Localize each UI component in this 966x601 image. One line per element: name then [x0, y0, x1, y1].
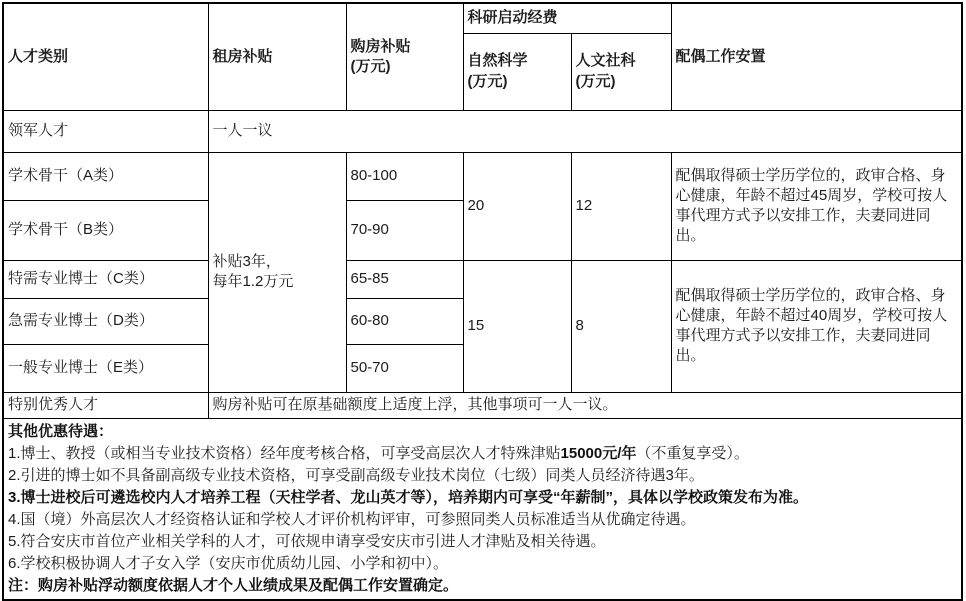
- cell-humanities-cde: 8: [571, 260, 671, 392]
- row-academic-a: [3, 152, 962, 200]
- note-item-3: [8, 487, 957, 509]
- row-leader-talent: [3, 110, 962, 152]
- note-item-6: [8, 553, 957, 575]
- cell-purchase-a: 80-100: [346, 152, 463, 200]
- cell-spouse-policy-cde: 配偶取得硕士学历学位的，政审合格、身心健康，年龄不超过40周岁，学校可按人事代理方式予以安排工作，夫妻同进同出。: [671, 260, 962, 392]
- note-item-4: [8, 509, 957, 531]
- cell-special-policy: 购房补贴可在原基础额度上适度上浮，其他事项可一人一议。: [208, 392, 962, 418]
- note-item-5: [8, 531, 957, 553]
- cell-humanities-ab: 12: [571, 152, 671, 260]
- cell-natural-science-ab: 20: [463, 152, 571, 260]
- header-humanities: [571, 33, 671, 110]
- note-item-6-text: 6.学校积极协调人才子女入学（安庆市优质幼儿园、小学和初中）。: [8, 554, 449, 572]
- note-item-5-text: 5.符合安庆市首位产业相关学科的人才，可依规申请享受安庆市引进人才津贴及相关待遇。: [8, 532, 606, 550]
- note-item-3-bold: 3.博士进校后可遴选校内人才培养工程（天柱学者、龙山英才等），培养期内可享受“年薪制”，具体以学校政策发布为准。: [8, 488, 809, 506]
- header-row-1: [3, 3, 962, 33]
- cell-rent-subsidy-value: [208, 152, 346, 392]
- header-natural-science-unit: (万元): [467, 72, 508, 90]
- note-item-1-text: 1.博士、教授（或相当专业技术资格）经年度考核合格，可享受高层次人才特殊津贴: [8, 444, 561, 462]
- row-notes: [3, 418, 962, 600]
- talent-benefits-table: [2, 2, 963, 601]
- note-item-2-text: 2.引进的博士如不具备副高级专业技术资格，可享受副高级专业技术岗位（七级）同类人员经济待遇3年。: [8, 466, 704, 484]
- header-natural-science-label: 自然科学: [467, 52, 528, 70]
- header-spouse-placement: 配偶工作安置: [671, 3, 962, 110]
- cell-natural-science-cde: 15: [463, 260, 571, 392]
- header-purchase-subsidy: [346, 3, 463, 110]
- notes-footnote: 注：购房补贴浮动额度依据人才个人业绩成果及配偶工作安置确定。: [8, 576, 459, 594]
- header-talent-category: 人才类别: [3, 3, 208, 110]
- cell-special-category: 特别优秀人才: [3, 392, 208, 418]
- row-doctor-c: [3, 260, 962, 298]
- notes-title: 其他优惠待遇：: [8, 422, 114, 440]
- cell-category-e: 一般专业博士（E类）: [3, 344, 208, 392]
- cell-purchase-e: 50-70: [346, 344, 463, 392]
- note-item-4-text: 4.国（境）外高层次人才经资格认证和学校人才评价机构评审，可参照同类人员标准适当从优确定待遇。: [8, 510, 696, 528]
- cell-leader-policy: 一人一议: [208, 110, 962, 152]
- header-humanities-label: 人文社科: [575, 52, 636, 70]
- rent-subsidy-line1: 补贴3年，: [212, 252, 281, 270]
- note-item-1-post: （不重复享受）。: [636, 444, 749, 462]
- cell-category-a: 学术骨干（A类）: [3, 152, 208, 200]
- header-rent-subsidy: 租房补贴: [208, 3, 346, 110]
- note-item-1-bold: 15000元/年: [560, 444, 637, 462]
- cell-purchase-d: 60-80: [346, 298, 463, 344]
- notes-cell: [3, 418, 962, 600]
- cell-leader-category: 领军人才: [3, 110, 208, 152]
- header-research-fund: 科研启动经费: [463, 3, 671, 33]
- header-purchase-subsidy-label: 购房补贴: [350, 37, 411, 55]
- note-item-1: [8, 443, 957, 465]
- cell-purchase-b: 70-90: [346, 200, 463, 260]
- note-item-2: [8, 465, 957, 487]
- cell-category-d: 急需专业博士（D类）: [3, 298, 208, 344]
- cell-purchase-c: 65-85: [346, 260, 463, 298]
- cell-category-c: 特需专业博士（C类）: [3, 260, 208, 298]
- header-purchase-subsidy-unit: (万元): [350, 57, 391, 75]
- header-natural-science: [463, 33, 571, 110]
- row-special-talent: [3, 392, 962, 418]
- cell-spouse-policy-ab: 配偶取得硕士学历学位的，政审合格、身心健康，年龄不超过45周岁，学校可按人事代理方式予以安排工作，夫妻同进同出。: [671, 152, 962, 260]
- rent-subsidy-line2: 每年1.2万元: [212, 273, 294, 290]
- cell-category-b: 学术骨干（B类）: [3, 200, 208, 260]
- header-humanities-unit: (万元): [575, 72, 616, 90]
